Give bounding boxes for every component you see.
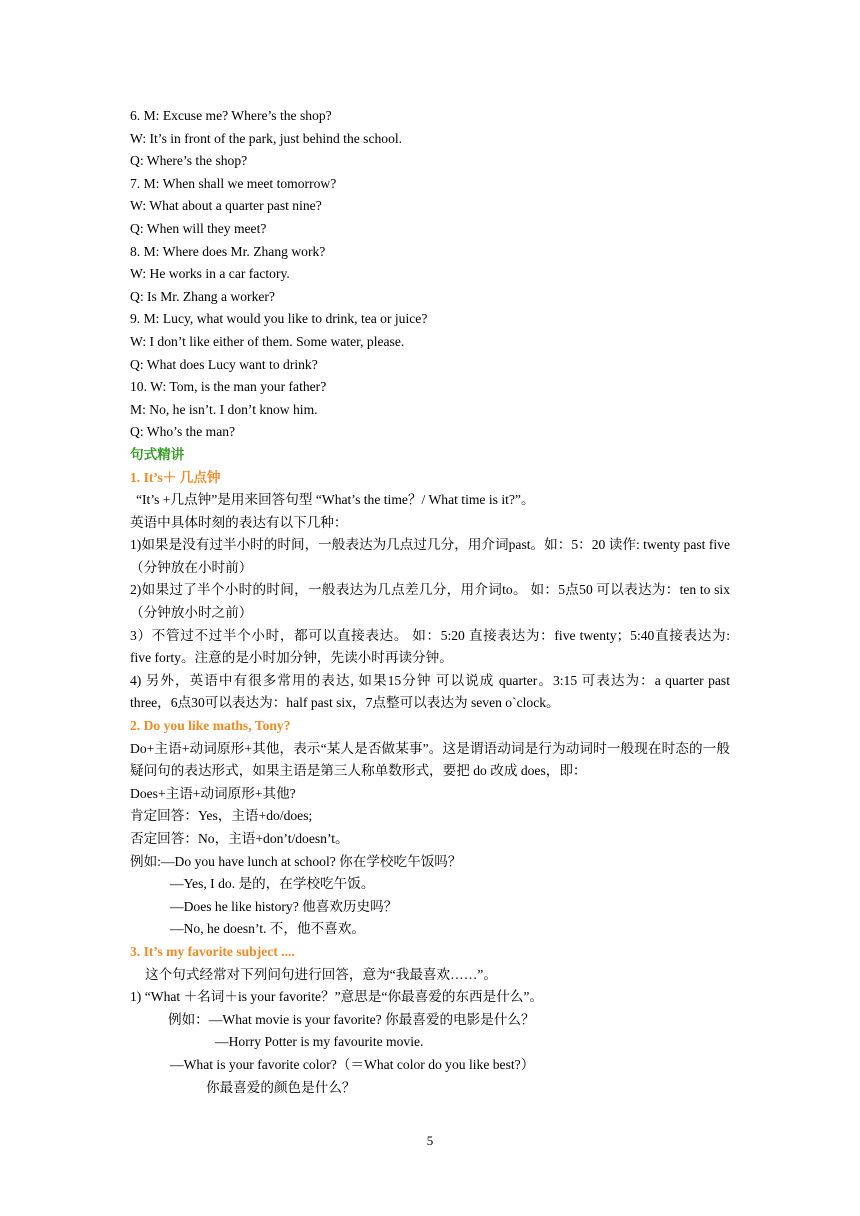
point-3-example: —Horry Potter is my favourite movie. [215, 1034, 424, 1050]
section-title: 句式精讲 [130, 446, 185, 462]
point-1-sub-intro: 英语中具体时刻的表达有以下几种： [130, 514, 348, 530]
dialogue-line: W: It’s in front of the park, just behind the school. [130, 130, 403, 146]
dialogue-line: 6. M: Excuse me? Where’s the shop? [130, 108, 332, 123]
point-2-example: 例如:—Do you have lunch at school? 你在学校吃午饭吗？ [130, 853, 462, 869]
point-2-form: Does+主语+动词原形+其他? [130, 785, 296, 801]
dialogue-line: Q: Who’s the man? [130, 424, 236, 440]
point-3-example: 例如：—What movie is your favorite? 你最喜爱的电影是什么？ [168, 1011, 535, 1027]
point-2-explain: Do+主语+动词原形+其他，表示“某人是否做某事”。这是谓语动词是行为动词时一般现在时态的一般疑问句的表达形式，如果主语是第三人称单数形式，要把 do 改成 does，即： [130, 740, 730, 779]
dialogue-line: W: He works in a car factory. [130, 266, 290, 282]
point-3-example: 你最喜爱的颜色是什么？ [206, 1079, 356, 1095]
point-2-example: —Yes, I do. 是的，在学校吃午饭。 [170, 876, 375, 892]
dialogue-line: Q: What does Lucy want to drink? [130, 356, 318, 372]
point-2-example: —Does he like history? 他喜欢历史吗？ [170, 898, 398, 914]
dialogue-line: W: I don’t like either of them. Some water, please. [130, 333, 405, 349]
point-1-rule-2: 2)如果过了半个小时的时间，一般表达为几点差几分，用介词to。 如：5点50 可以表达为：ten to six（分钟放小时之前） [130, 582, 730, 621]
point-1-intro: “It’s +几点钟”是用来回答句型 “What’s the time？/ What time is it?”。 [136, 492, 535, 508]
dialogue-line: Q: Where’s the shop? [130, 153, 248, 169]
dialogue-line: Q: When will they meet? [130, 220, 267, 236]
dialogue-line: 9. M: Lucy, what would you like to drink, tea or juice? [130, 311, 428, 327]
dialogue-line: 10. W: Tom, is the man your father? [130, 379, 327, 395]
dialogue-line: W: What about a quarter past nine? [130, 198, 322, 214]
point-2-affirmative: 肯定回答：Yes，主语+do/does; [130, 808, 313, 824]
dialogue-line: 7. M: When shall we meet tomorrow? [130, 175, 337, 191]
dialogue-line: M: No, he isn’t. I don’t know him. [130, 401, 318, 417]
point-3-intro: 这个句式经常对下列问句进行回答，意为“我最喜欢……”。 [145, 966, 497, 982]
point-3-question: 1) “What ＋名词＋is your favorite？”意思是“你最喜爱的东西是什么”。 [130, 989, 544, 1005]
point-2-example: —No, he doesn’t. 不，他不喜欢。 [170, 921, 365, 937]
point-3-example: —What is your favorite color?（＝What color do you like best?） [170, 1056, 535, 1072]
dialogue-line: 8. M: Where does Mr. Zhang work? [130, 243, 326, 259]
page-content [130, 105, 730, 1099]
point-1-heading: 1. It’s＋ 几点钟 [130, 469, 221, 485]
point-2-negative: 否定回答：No，主语+don’t/doesn’t。 [130, 831, 349, 846]
dialogue-line: Q: Is Mr. Zhang a worker? [130, 288, 275, 304]
point-1-rule-4: 4) 另外，英语中有很多常用的表达, 如果15分钟 可以说成 quarter。3:15 可表达为：a quarter past three，6点30可以表达为：half past six，7点整可以表达为 seven o`clock。 [130, 672, 730, 711]
point-3-heading: 3. It’s my favorite subject .... [130, 943, 295, 959]
page-number: 5 [426, 1133, 434, 1148]
point-2-heading: 2. Do you like maths, Tony? [130, 718, 291, 734]
point-1-rule-3: 3）不管过不过半个小时，都可以直接表达。 如：5:20 直接表达为：five twenty；5:40直接表达为: five forty。注意的是小时加分钟，先读小时再读分钟。 [130, 627, 730, 666]
point-1-rule-1: 1)如果是没有过半小时的时间，一般表达为几点过几分，用介词past。如：5：20 读作: twenty past five（分钟放在小时前） [130, 537, 730, 575]
